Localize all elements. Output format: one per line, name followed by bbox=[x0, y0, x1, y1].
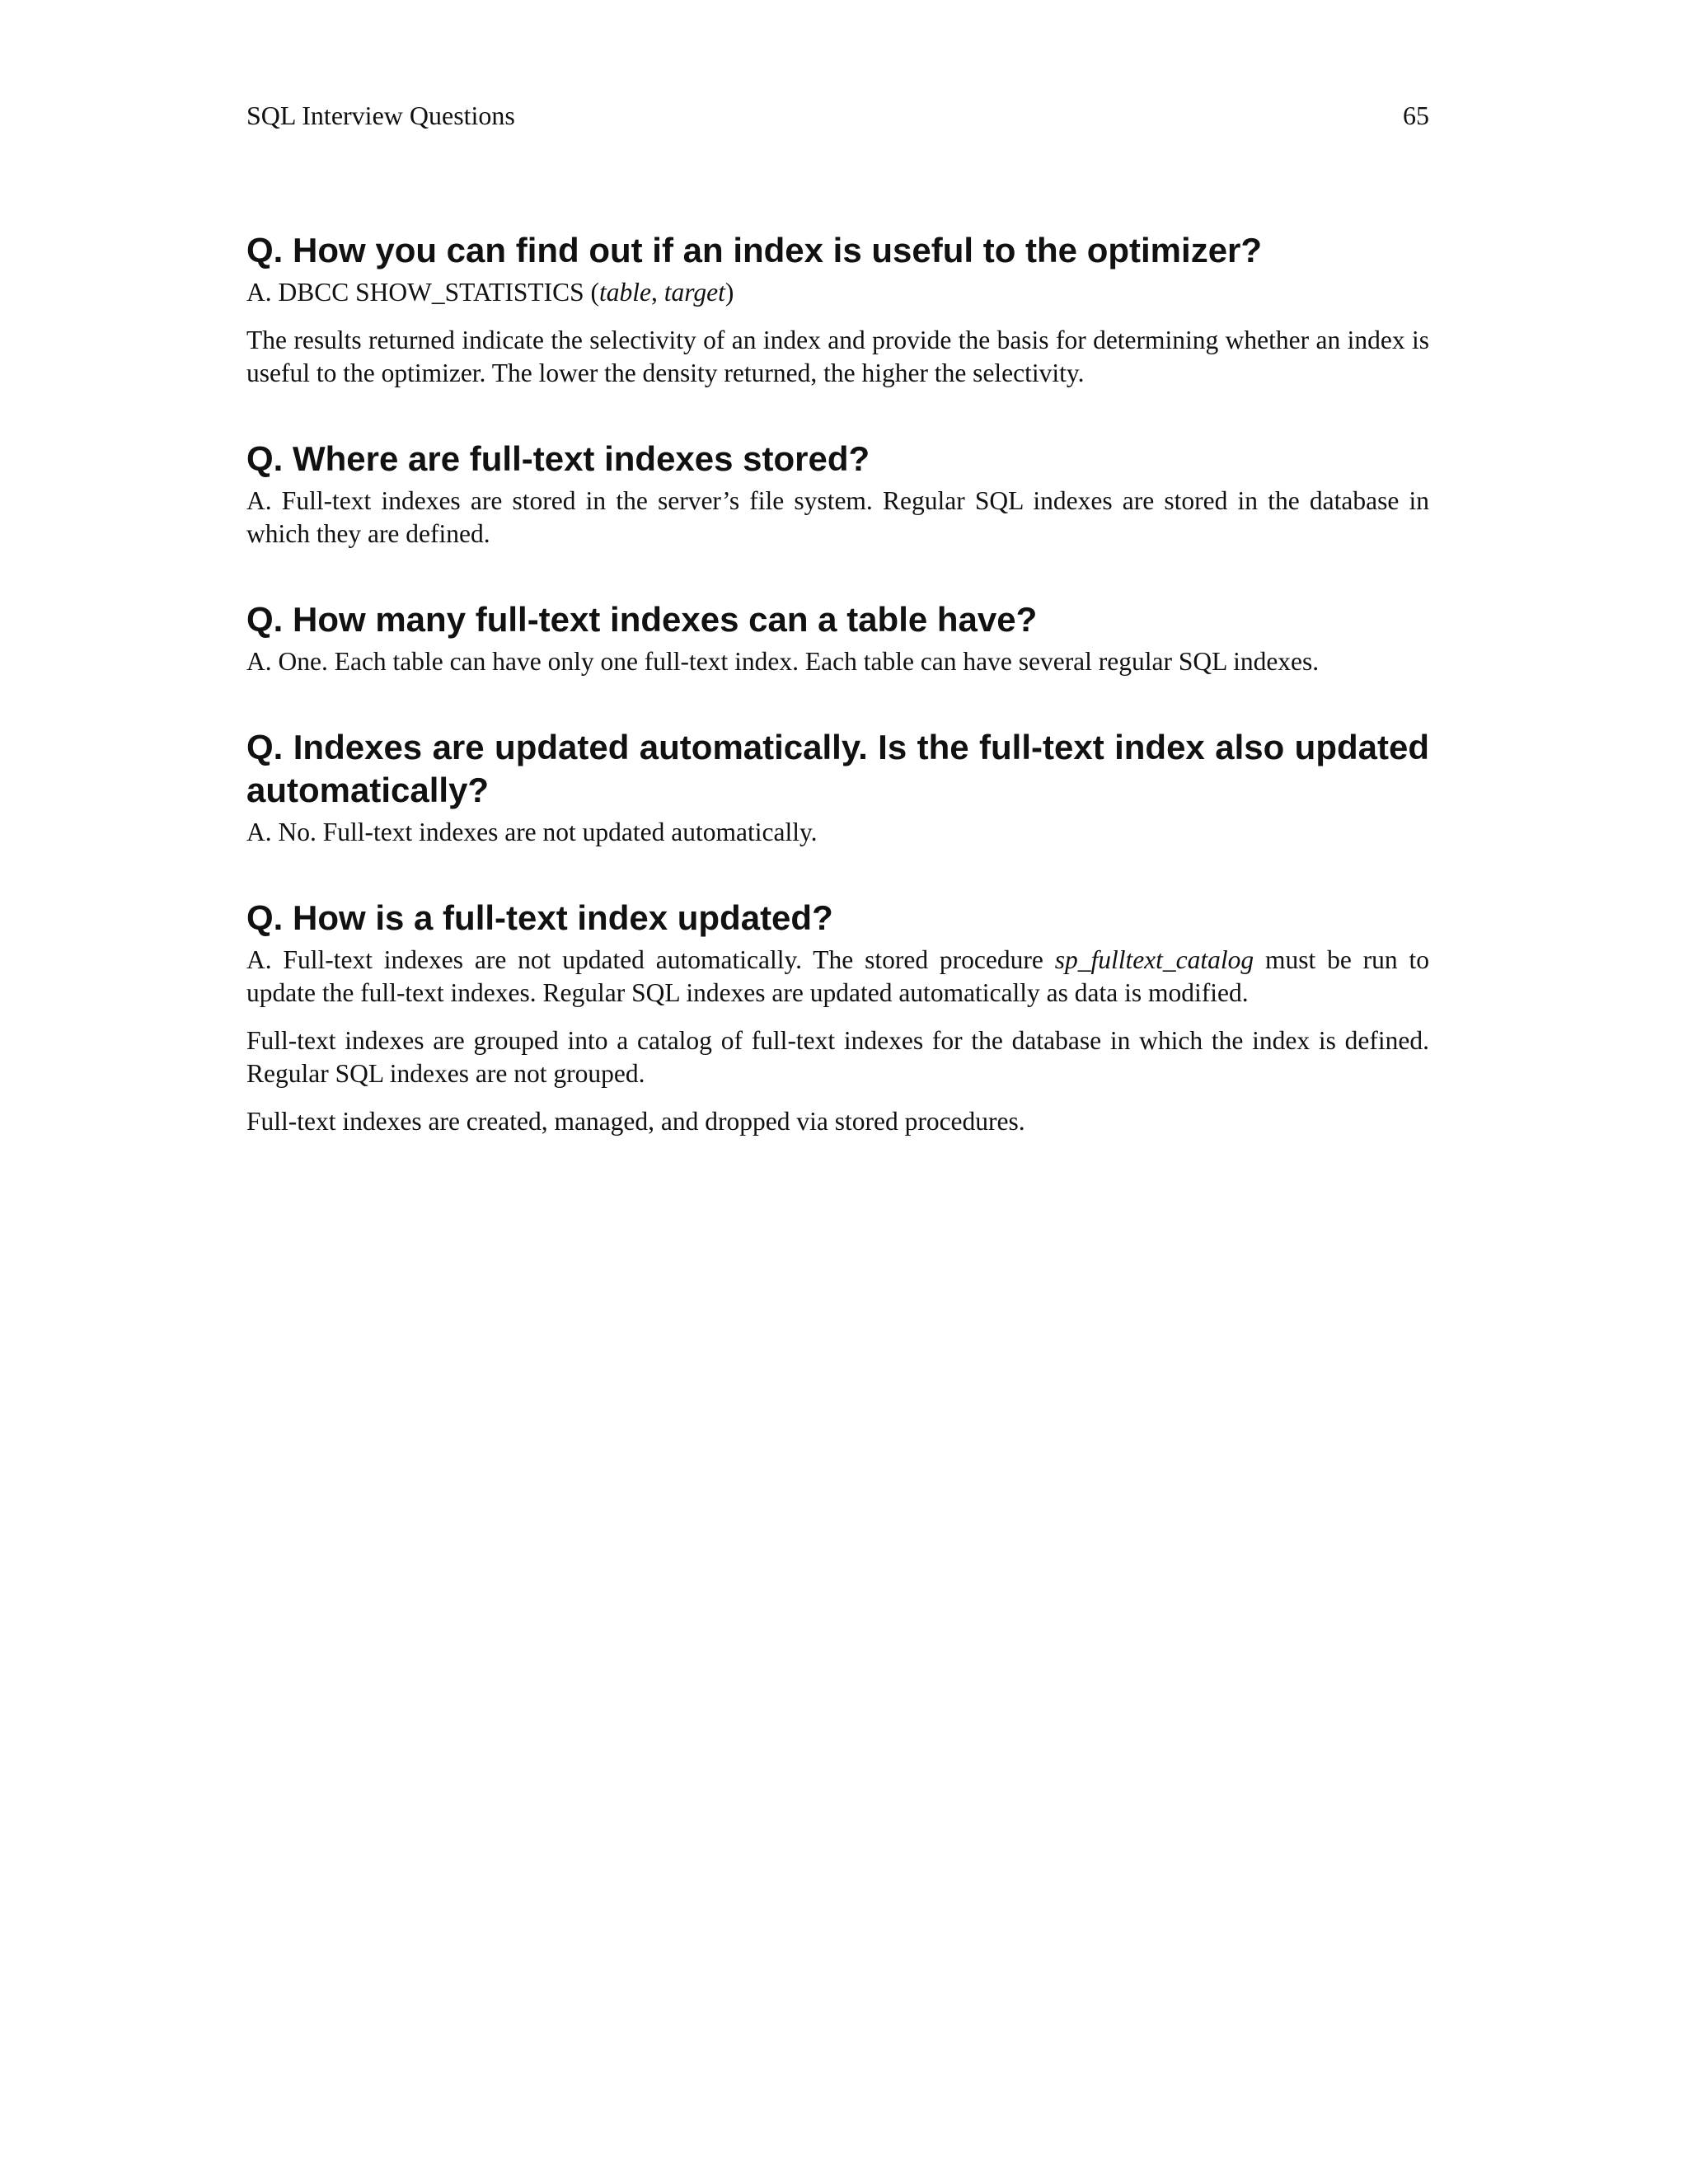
document-body bbox=[246, 229, 1429, 1138]
answer-arg-table: table bbox=[599, 278, 652, 307]
answer-close-paren: ) bbox=[724, 278, 734, 307]
qa-section-fulltext-update-method bbox=[246, 897, 1429, 1138]
stored-procedure-name: sp_fulltext_catalog bbox=[1054, 945, 1254, 974]
question-heading: Q. How you can find out if an index is useful to the optimizer? bbox=[246, 231, 1263, 269]
question-heading: Q. Indexes are updated automatically. Is the full-text index also updated automatically? bbox=[246, 728, 1429, 809]
header-book-title: SQL Interview Questions bbox=[246, 101, 515, 130]
header-page-number: 65 bbox=[1403, 101, 1429, 130]
qa-section-fulltext-count bbox=[246, 598, 1429, 678]
qa-section-index-usefulness bbox=[246, 229, 1429, 390]
body-paragraph: Full-text indexes are created, managed, and dropped via stored procedures. bbox=[246, 1107, 1025, 1136]
qa-section-fulltext-storage bbox=[246, 438, 1429, 551]
question-heading: Q. Where are full-text indexes stored? bbox=[246, 439, 870, 478]
answer-separator: , bbox=[651, 278, 664, 307]
body-paragraph: Full-text indexes are grouped into a catalog of full-text indexes for the database in which the index is defined. Regular SQL indexes are not grouped. bbox=[246, 1026, 1429, 1088]
running-header bbox=[246, 97, 1429, 134]
answer-text: A. Full-text indexes are not updated automatically. The stored procedure bbox=[246, 945, 1055, 974]
answer-text-continued: must be run to update the full-text indexes. Regular SQL indexes are updated automatically as data is modified. bbox=[246, 945, 1429, 1007]
question-heading: Q. How is a full-text index updated? bbox=[246, 898, 833, 937]
answer-paragraph: A. Full-text indexes are stored in the server’s file system. Regular SQL indexes are stored in the database in which they are defined. bbox=[246, 486, 1429, 548]
body-paragraph: The results returned indicate the selectivity of an index and provide the basis for determining whether an index is useful to the optimizer. The lower the density returned, the higher the selectivity. bbox=[246, 326, 1429, 387]
answer-paragraph: A. One. Each table can have only one full-text index. Each table can have several regular SQL indexes. bbox=[246, 647, 1320, 676]
answer-arg-target: target bbox=[663, 278, 725, 307]
answer-paragraph: A. No. Full-text indexes are not updated automatically. bbox=[246, 818, 818, 846]
answer-paragraph bbox=[246, 944, 1429, 1010]
document-page bbox=[246, 0, 1429, 2184]
qa-section-fulltext-auto-update bbox=[246, 726, 1429, 849]
question-heading: Q. How many full-text indexes can a table have? bbox=[246, 600, 1038, 639]
answer-paragraph bbox=[246, 276, 1429, 309]
answer-text: A. DBCC SHOW_STATISTICS ( bbox=[246, 278, 600, 307]
